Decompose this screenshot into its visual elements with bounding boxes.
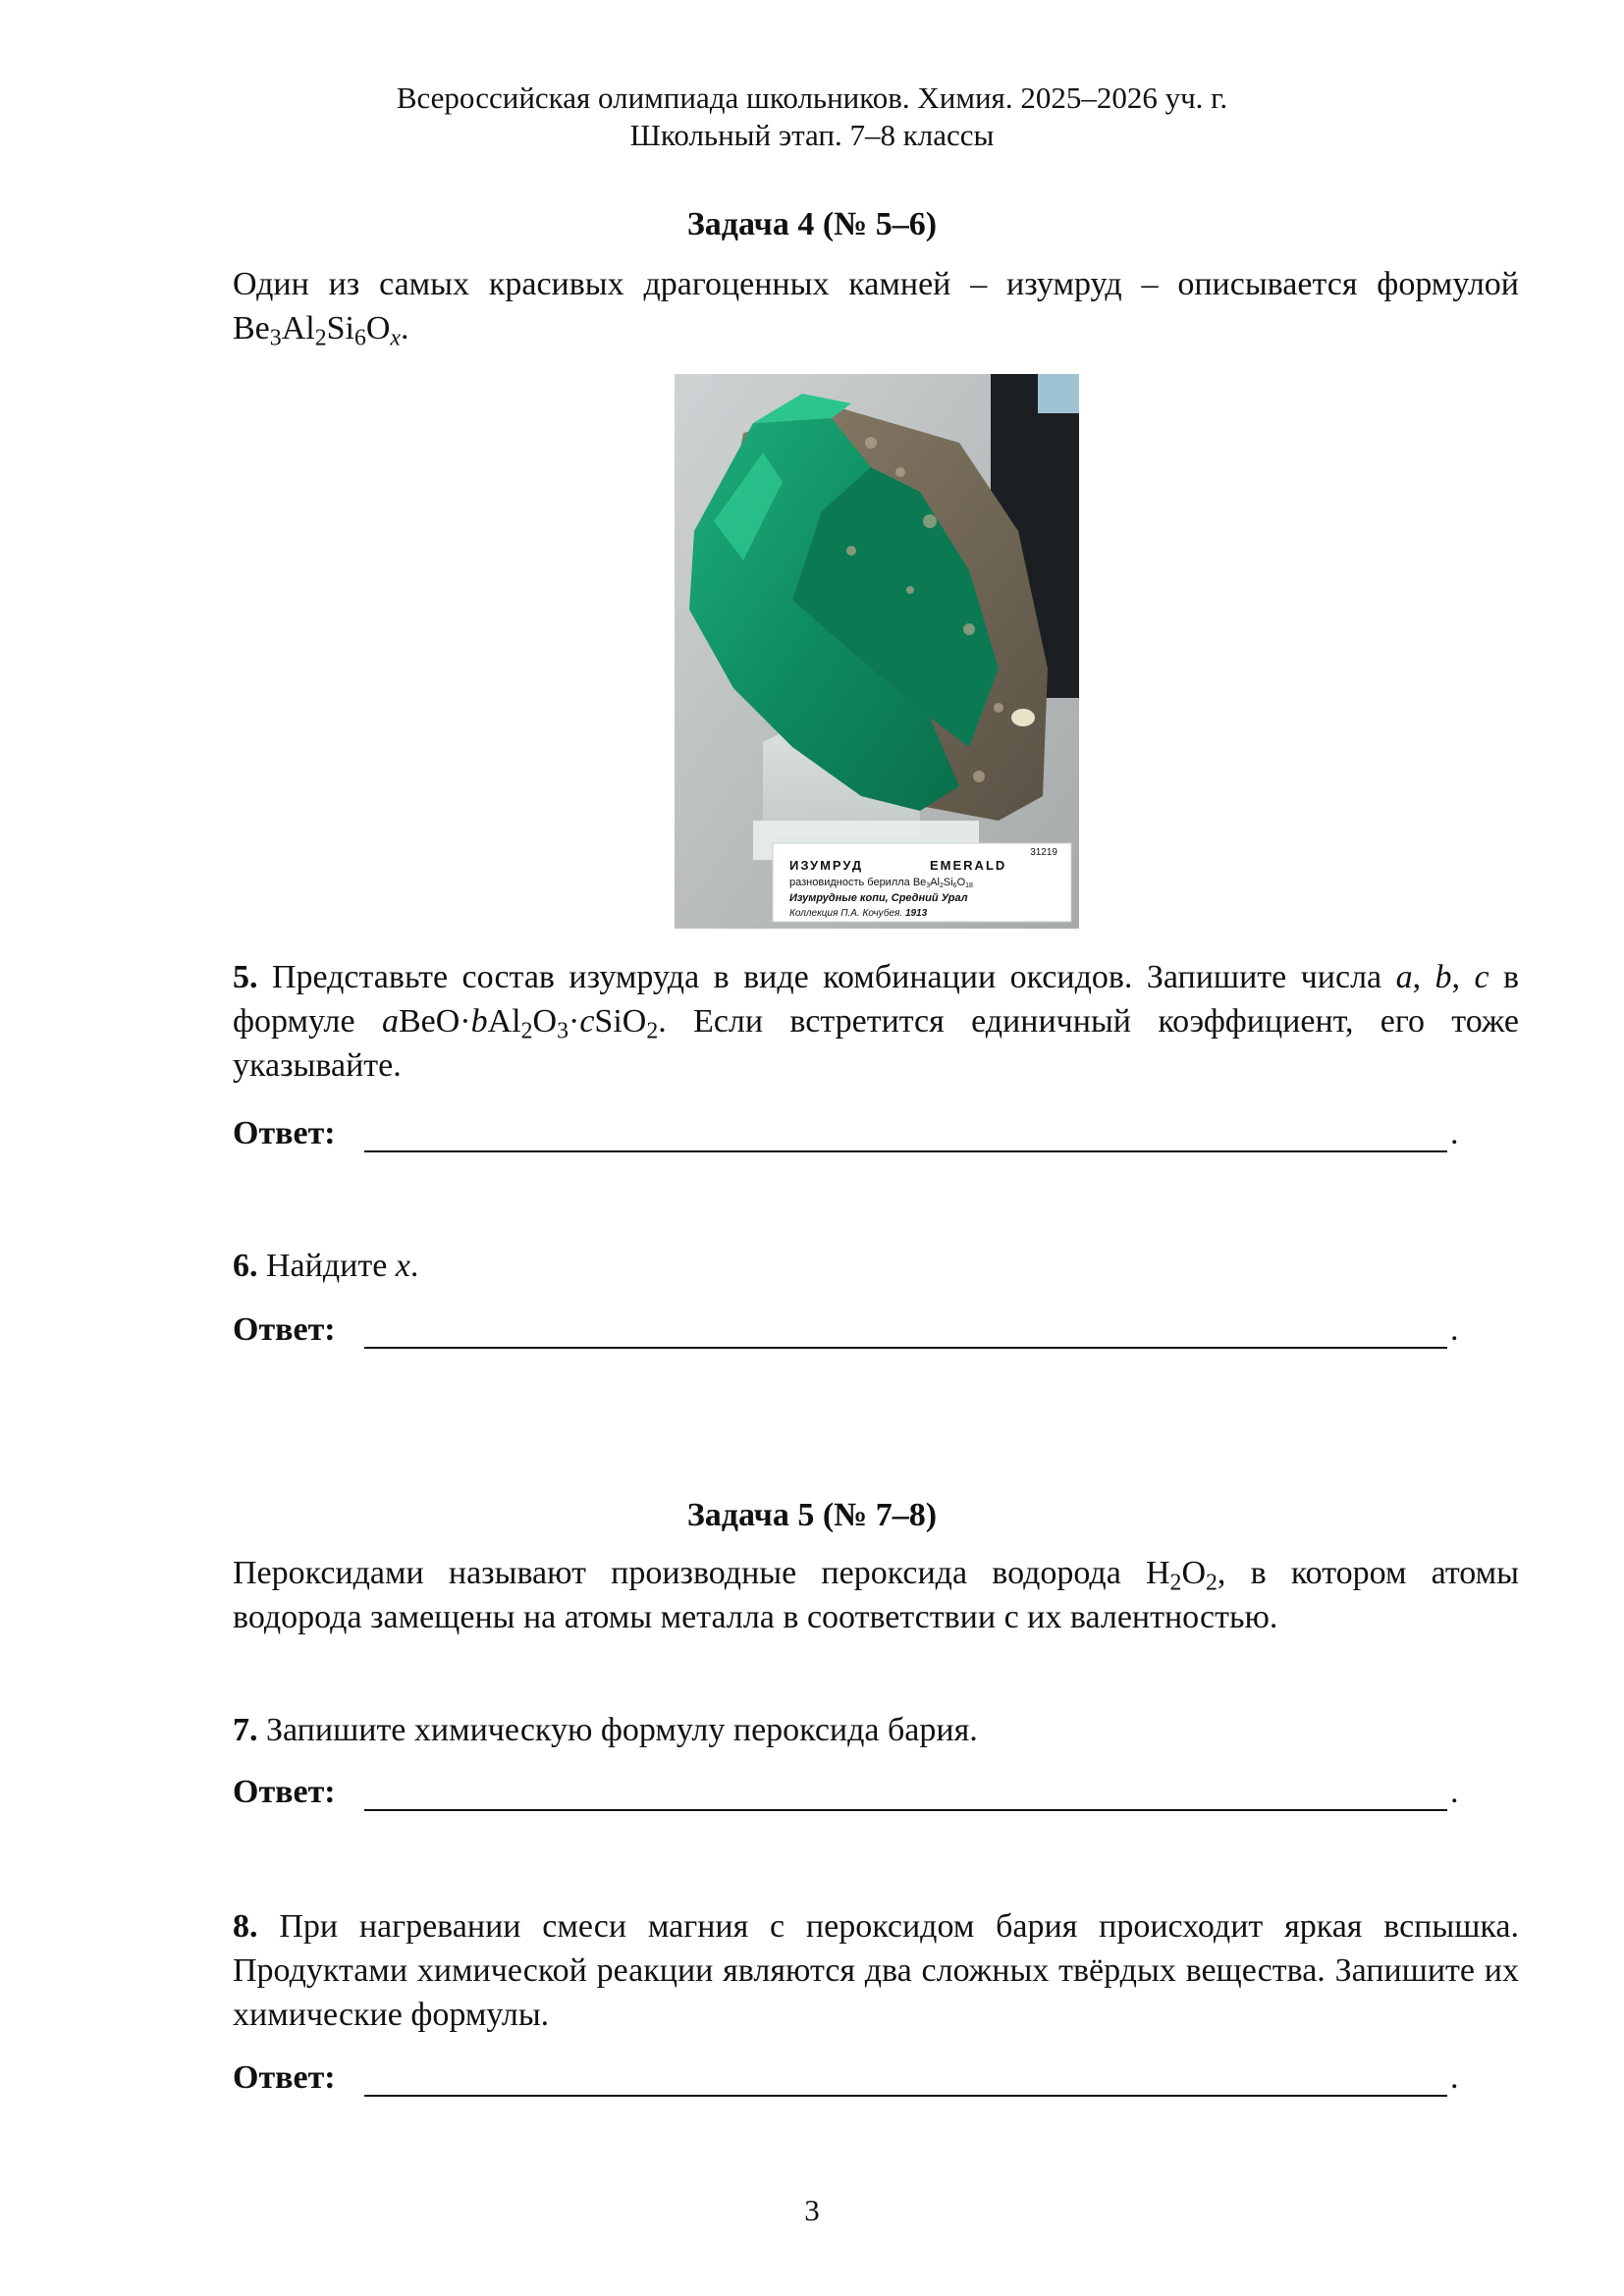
answer-7-line[interactable] bbox=[364, 1809, 1447, 1811]
question-6-number: 6. bbox=[233, 1248, 258, 1284]
answer-7-label: Ответ: bbox=[233, 1774, 336, 1810]
answer-7[interactable]: Ответ: . bbox=[233, 1770, 1470, 1814]
task-4-intro-text: Один из самых красивых драгоценных камней – изумруд – описывается формулой bbox=[233, 266, 1519, 302]
label-line-2: разновидность берилла Be3Al2Si6O18 bbox=[789, 877, 973, 889]
oxide-formula: $aBeO\cdot bAl_2O_3\cdot cSiO_2$ bbox=[381, 1003, 659, 1044]
page-number: 3 bbox=[804, 2193, 820, 2227]
answer-8-label: Ответ: bbox=[233, 2059, 336, 2096]
header-line-1: Всероссийская олимпиада школьников. Химия. 2025–2026 уч. г. bbox=[396, 80, 1228, 115]
answer-5[interactable]: Ответ: . bbox=[233, 1111, 1470, 1155]
label-line-4: Коллекция П.А. Кочубея. 1913 bbox=[789, 908, 928, 919]
question-6: 6. Найдите x. bbox=[233, 1248, 419, 1284]
question-7-number: 7. bbox=[233, 1712, 258, 1748]
answer-6-line[interactable] bbox=[364, 1347, 1447, 1349]
task-4-title: Задача 4 (№ 5–6) bbox=[686, 206, 938, 242]
question-5: 5. Представьте состав изумруда в виде комбинации оксидов. Запишите числа a, b, c в формуле $aBeO\cdot bAl_2O_3\cdot cSiO_2$. Если встретится единичный коэффициент, его тоже указывайте. bbox=[233, 959, 1520, 1084]
label-name-en: EMERALD bbox=[930, 858, 1007, 873]
answer-6-label: Ответ: bbox=[233, 1311, 336, 1348]
answer-8-line[interactable] bbox=[364, 2095, 1447, 2097]
header-line-2: Школьный этап. 7–8 классы bbox=[629, 118, 995, 152]
answer-8[interactable]: Ответ: . bbox=[233, 2056, 1470, 2100]
hydrogen-peroxide-formula: $H_2O_2$ bbox=[1145, 1555, 1218, 1596]
question-5-number: 5. bbox=[233, 959, 258, 995]
task-5-intro: Пероксидами называют производные пероксида водорода $H_2O_2$, в котором атомы водорода замещены на атомы металла в соответствии с их валентностью. bbox=[233, 1555, 1519, 1635]
answer-5-label: Ответ: bbox=[233, 1115, 336, 1151]
label-name-ru: ИЗУМРУД bbox=[789, 858, 864, 873]
emerald-photo bbox=[675, 374, 1079, 929]
answer-6[interactable]: Ответ: . bbox=[233, 1308, 1470, 1352]
label-line-3: Изумрудные копи, Средний Урал bbox=[789, 892, 968, 904]
question-8-number: 8. bbox=[233, 1908, 258, 1945]
answer-5-line[interactable] bbox=[364, 1150, 1447, 1152]
task-4-intro: Один из самых красивых драгоценных камней – изумруд – описывается формулой $Be_3Al_2Si_6O_x$. bbox=[233, 266, 1519, 351]
task-5-title: Задача 5 (№ 7–8) bbox=[686, 1497, 938, 1533]
question-8: 8. При нагревании смеси магния с пероксидом бария происходит яркая вспышка. Продуктами химической реакции являются два сложных твёрдых вещества. Запишите их химические формулы. bbox=[233, 1908, 1519, 2033]
question-7: 7. Запишите химическую формулу пероксида бария. bbox=[233, 1712, 978, 1748]
emerald-formula: $Be_3Al_2Si_6O_x$ bbox=[233, 310, 401, 351]
label-number: 31219 bbox=[1030, 847, 1057, 858]
